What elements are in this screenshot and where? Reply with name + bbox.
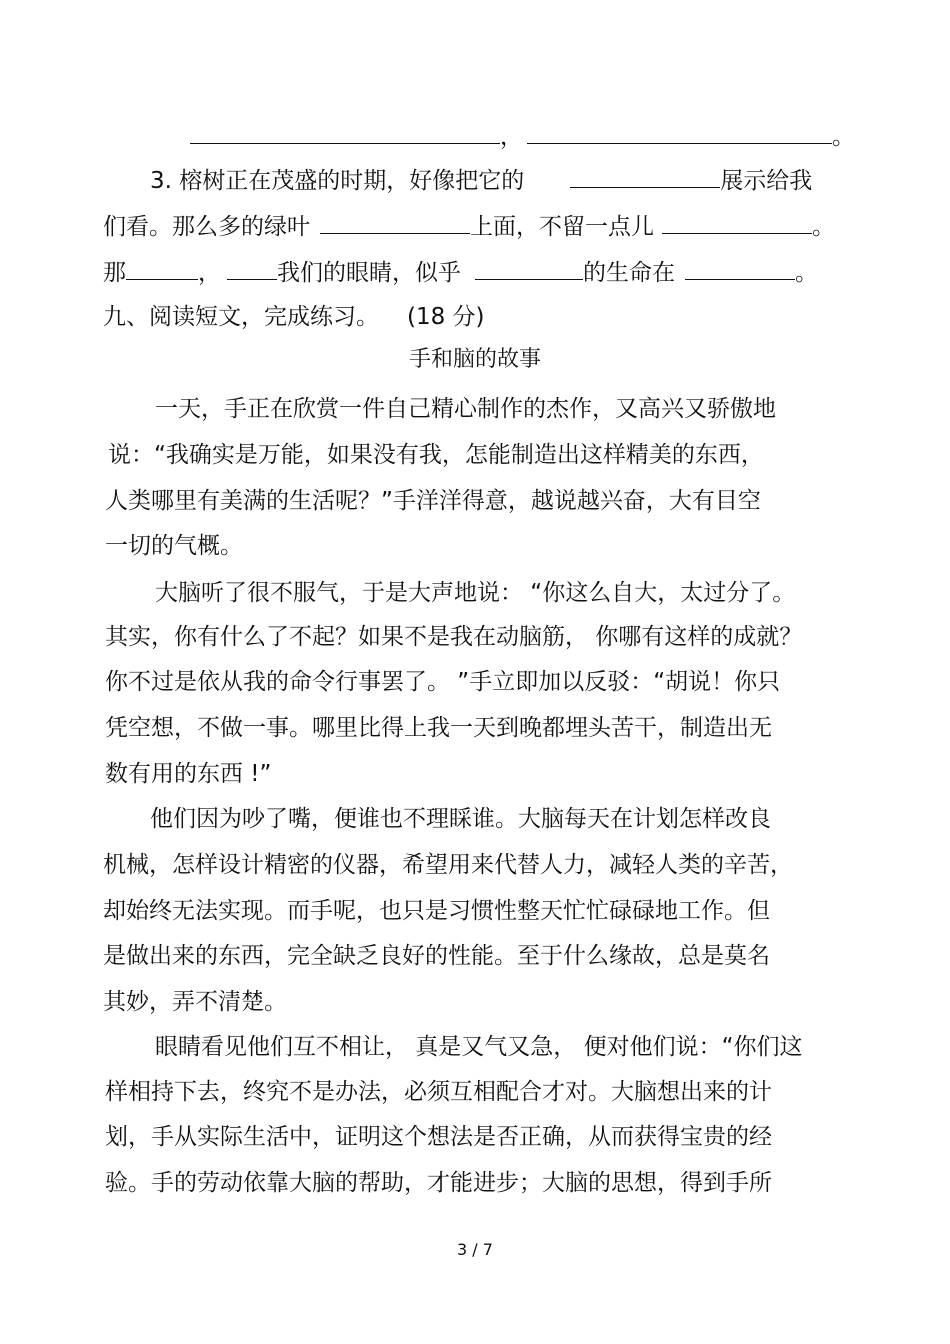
answer-blank[interactable] — [190, 123, 500, 144]
question-text: ， — [198, 260, 221, 286]
answer-blank[interactable] — [662, 213, 812, 234]
answer-blank[interactable] — [126, 259, 198, 280]
answer-blank[interactable] — [527, 123, 832, 144]
question-text: 我们的眼睛，似乎 — [277, 260, 461, 286]
fill-blank-row-1 — [190, 122, 855, 152]
paragraph-2-line: 大脑听了很不服气，于是大声地说： “你这么自大，太过分了。 — [155, 580, 796, 606]
paragraph-1-line: 一天，手正在欣赏一件自己精心制作的杰作，又高兴又骄傲地 — [155, 396, 776, 422]
paragraph-3-line: 却始终无法实现。而手呢，也只是习惯性整天忙忙碌碌地工作。但 — [103, 898, 770, 924]
answer-blank[interactable] — [685, 259, 795, 280]
paragraph-3-line: 机械，怎样设计精密的仪器，希望用来代替人力，减轻人类的辛苦， — [103, 852, 793, 878]
paragraph-4-line: 验。手的劳动依靠大脑的帮助，才能进步；大脑的思想，得到手所 — [105, 1170, 772, 1196]
period: 。 — [812, 214, 835, 240]
story-title: 手和脑的故事 — [408, 347, 541, 372]
answer-blank[interactable] — [475, 259, 583, 280]
paragraph-3-line: 其妙，弄不清楚。 — [103, 989, 287, 1015]
paragraph-4-line: 样相持下去，终究不是办法，必须互相配合才对。大脑想出来的计 — [105, 1079, 772, 1105]
question-text: 上面，不留一点儿 — [470, 214, 654, 240]
question-text: 那 — [103, 260, 126, 286]
paragraph-4-line: 划，手从实际生活中，证明这个想法是否正确，从而获得宝贵的经 — [105, 1124, 772, 1150]
paragraph-1-line: 说：“我确实是万能，如果没有我，怎能制造出这样精美的东西， — [108, 442, 764, 468]
question-3-suffix: 展示给我 — [720, 168, 813, 194]
answer-blank[interactable] — [320, 213, 470, 234]
answer-blank[interactable] — [570, 167, 720, 188]
paragraph-1-line: 人类哪里有美满的生活呢？”手洋洋得意，越说越兴奋，大有目空 — [105, 488, 761, 514]
paragraph-4-line: 眼睛看见他们互不相让， 真是又气又急， 便对他们说：“你们这 — [155, 1034, 803, 1060]
question-3-line-3 — [103, 258, 818, 288]
page-number: 3 / 7 — [457, 1240, 493, 1259]
question-3-prefix: 3. 榕树正在茂盛的时期，好像把它的 — [150, 168, 525, 194]
paragraph-3-line: 他们因为吵了嘴，便谁也不理睬谁。大脑每天在计划怎样改良 — [150, 806, 771, 832]
paragraph-1-line: 一切的气概。 — [105, 533, 243, 559]
section-heading — [103, 302, 485, 332]
question-3-line-2 — [103, 212, 835, 242]
section-score: (18 分) — [407, 304, 485, 330]
period: 。 — [795, 260, 818, 286]
paragraph-2-line: 你不过是依从我的命令行事罢了。 ”手立即加以反驳：“胡说！你只 — [105, 669, 781, 695]
paragraph-3-line: 是做出来的东西，完全缺乏良好的性能。至于什么缘故，总是莫名 — [103, 943, 770, 969]
paragraph-2-line: 其实，你有什么了不起？如果不是我在动脑筋， 你哪有这样的成就？ — [105, 624, 803, 650]
question-text: 们看。那么多的绿叶 — [103, 214, 310, 240]
paragraph-2-line: 数有用的东西 !” — [105, 761, 272, 787]
comma: ， — [500, 124, 523, 150]
paragraph-2-line: 凭空想，不做一事。哪里比得上我一天到晚都埋头苦干，制造出无 — [105, 715, 772, 741]
question-text: 的生命在 — [583, 260, 675, 286]
period: 。 — [832, 124, 855, 150]
question-3-line-1 — [150, 166, 812, 196]
section-title: 九、阅读短文，完成练习。 — [103, 304, 379, 330]
answer-blank[interactable] — [227, 259, 277, 280]
